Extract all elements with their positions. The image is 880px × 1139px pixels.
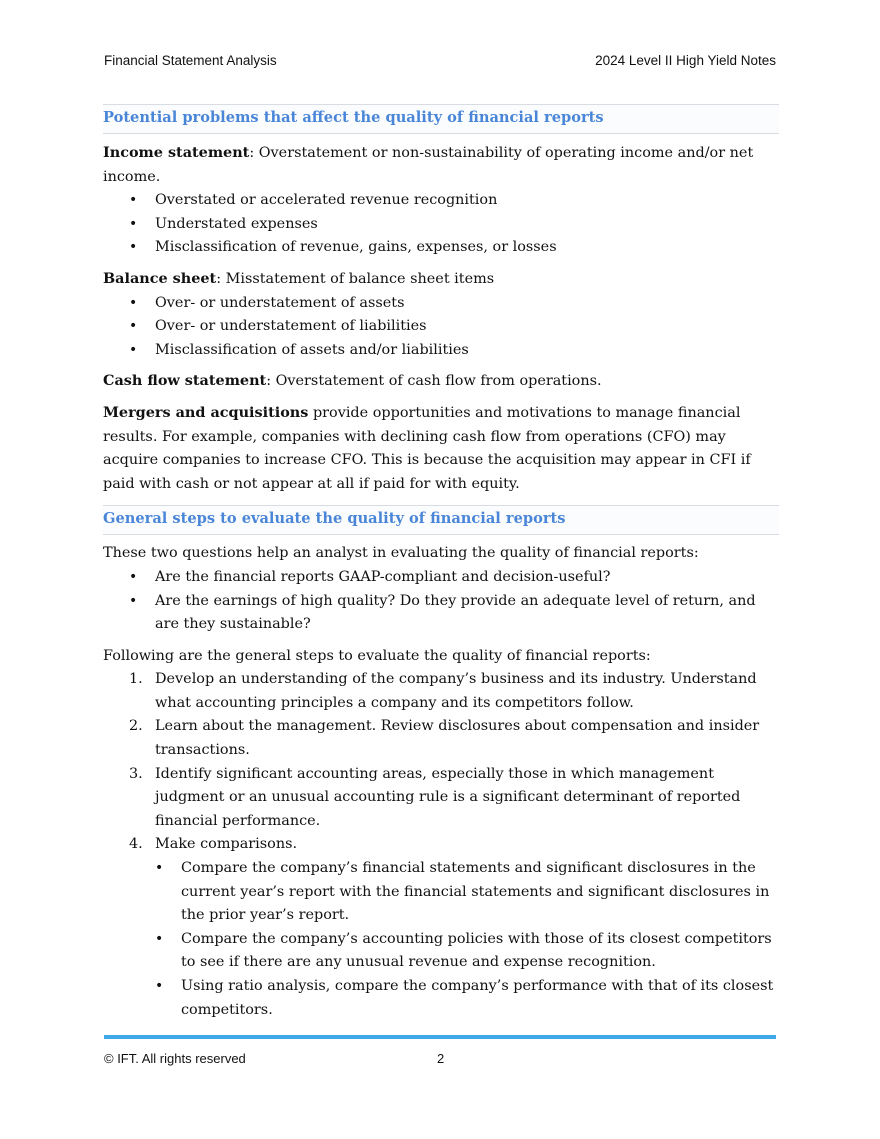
income-statement-label: Income statement bbox=[103, 144, 250, 161]
footer-divider bbox=[104, 1035, 776, 1039]
step-text: Learn about the management. Review disclosures about compensation and insider transactions. bbox=[155, 718, 760, 759]
page-number: 2 bbox=[437, 1051, 445, 1066]
list-item: • Over- or understatement of assets bbox=[129, 292, 779, 316]
steps-intro: Following are the general steps to evaluate the quality of financial reports: bbox=[103, 647, 651, 664]
list-item: • Overstated or accelerated revenue recognition bbox=[129, 189, 779, 213]
list-item: • Are the financial reports GAAP-compliant and decision-useful? bbox=[129, 566, 779, 590]
page-header bbox=[104, 53, 776, 68]
cash-flow-paragraph bbox=[103, 369, 779, 394]
step-text: Make comparisons. bbox=[155, 836, 298, 853]
list-item: • Misclassification of revenue, gains, expenses, or losses bbox=[129, 236, 779, 260]
income-statement-text: : Overstatement or non-sustainability of operating income and/or net income. bbox=[103, 145, 754, 185]
questions-intro: These two questions help an analyst in evaluating the quality of financial reports: bbox=[103, 545, 699, 562]
section-heading-potential-problems: Potential problems that affect the quality of financial reports bbox=[103, 104, 779, 134]
step-item bbox=[129, 833, 779, 1022]
balance-sheet-list bbox=[129, 292, 779, 363]
section-heading-general-steps: General steps to evaluate the quality of financial reports bbox=[103, 505, 779, 535]
step-text: Identify significant accounting areas, especially those in which management judgment or an unusual accounting rule is a significant determinant of reported financial performance. bbox=[155, 765, 741, 829]
step-number: 2. bbox=[129, 718, 143, 735]
step-item bbox=[129, 668, 779, 715]
list-item: • Using ratio analysis, compare the company’s performance with that of its closest competitors. bbox=[155, 975, 779, 1022]
comparisons-list bbox=[155, 857, 779, 1022]
list-item: • Understated expenses bbox=[129, 213, 779, 237]
list-item: • Misclassification of assets and/or liabilities bbox=[129, 339, 779, 363]
step-number: 1. bbox=[129, 671, 143, 688]
income-statement-paragraph bbox=[103, 141, 779, 189]
balance-sheet-text: : Misstatement of balance sheet items bbox=[216, 270, 495, 287]
mergers-paragraph bbox=[103, 401, 779, 496]
document-body bbox=[103, 104, 779, 1022]
copyright-text: © IFT. All rights reserved bbox=[104, 1051, 246, 1066]
step-number: 4. bbox=[129, 836, 143, 853]
income-statement-list bbox=[129, 189, 779, 260]
step-text: Develop an understanding of the company’s business and its industry. Understand what accounting principles a company and its competitors follow. bbox=[155, 671, 757, 711]
cash-flow-text: : Overstatement of cash flow from operations. bbox=[266, 373, 602, 390]
list-item: • Over- or understatement of liabilities bbox=[129, 315, 779, 339]
list-item: • Compare the company’s accounting policies with those of its closest competitors to see if there are any unusual revenue and expense recognition. bbox=[155, 928, 779, 975]
step-number: 3. bbox=[129, 765, 143, 782]
list-item: • Compare the company’s financial statements and significant disclosures in the current year’s report with the financial statements and significant disclosures in the prior year’s report. bbox=[155, 857, 779, 928]
questions-list bbox=[129, 566, 779, 637]
balance-sheet-label: Balance sheet bbox=[103, 269, 217, 287]
balance-sheet-paragraph bbox=[103, 267, 779, 292]
steps-list bbox=[129, 668, 779, 1022]
header-title: Financial Statement Analysis bbox=[104, 53, 277, 68]
cash-flow-label: Cash flow statement bbox=[103, 372, 267, 390]
list-item: • Are the earnings of high quality? Do they provide an adequate level of return, and are they sustainable? bbox=[129, 590, 779, 637]
step-item bbox=[129, 715, 779, 762]
mergers-text: provide opportunities and motivations to manage financial results. For example, companies with declining cash flow from operations (CFO) may acquire companies to increase CFO. This is because the acquisition may appear in CFI if paid with cash or not appear at all if paid for with equity. bbox=[103, 404, 751, 492]
header-subtitle: 2024 Level II High Yield Notes bbox=[595, 53, 776, 68]
step-item bbox=[129, 763, 779, 834]
mergers-label: Mergers and acquisitions bbox=[103, 403, 309, 421]
